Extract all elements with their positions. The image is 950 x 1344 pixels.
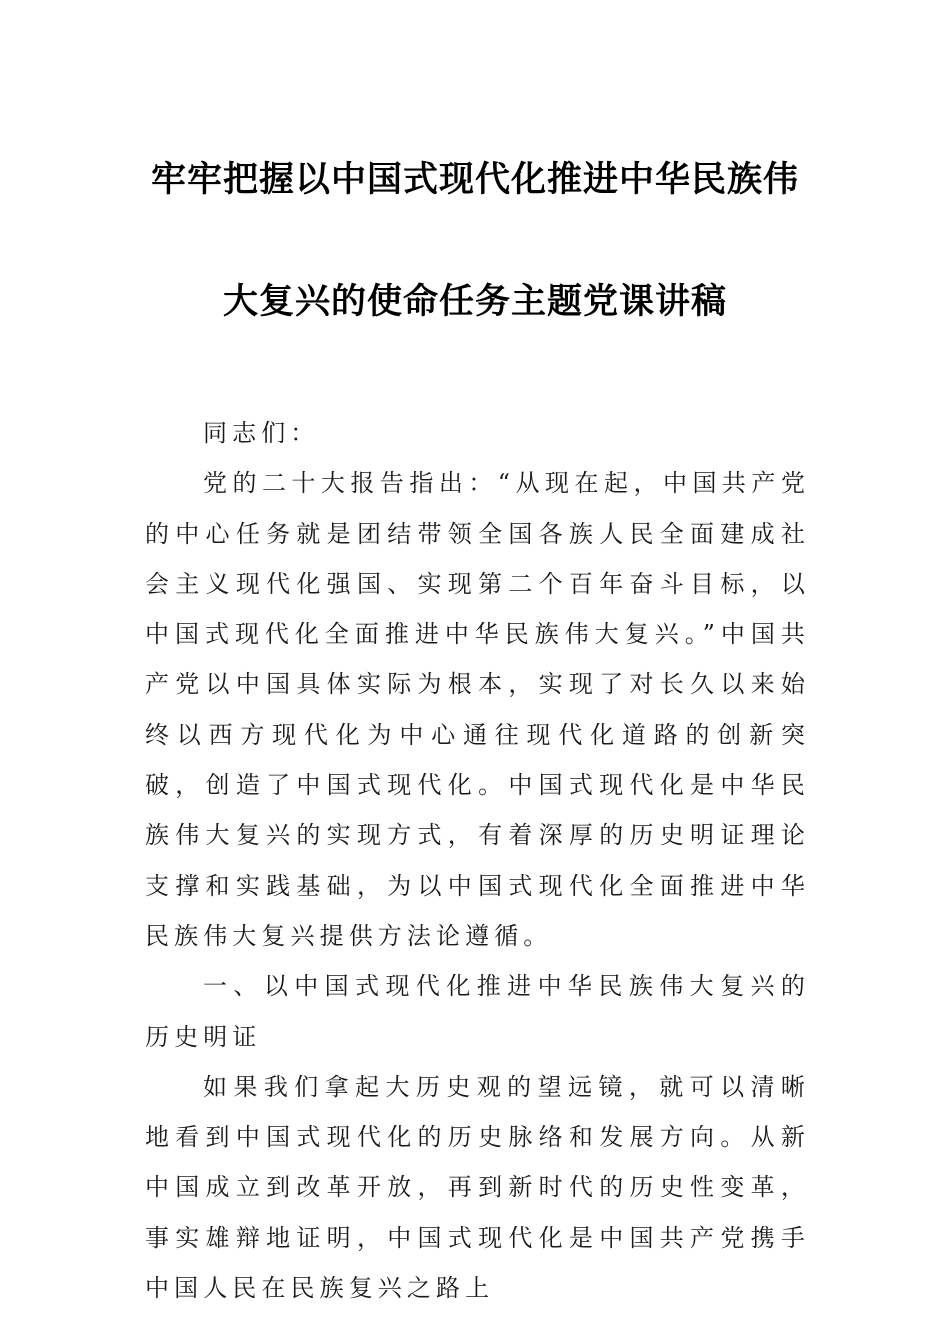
document-title-line-1: 牢牢把握以中国式现代化推进中华民族伟	[150, 160, 799, 200]
salutation: 同志们：	[203, 419, 320, 447]
paragraph-intro: 党的二十大报告指出：“从现在起，中国共产党的中心任务就是团结带领全国各族人民全面建成社会主义现代化强国、实现第二个百年奋斗目标，以中国式现代化全面推进中华民族伟大复兴。”中国共产党以中国具体实际为根本，实现了对长久以来始终以西方现代化为中心通往现代化道路的创新突破，创造了中国式现代化。中国式现代化是中华民族伟大复兴的实现方式，有着深厚的历史明证理论支撑和实践基础，为以中国式现代化全面推进中华民族伟大复兴提供方法论遵循。	[145, 469, 810, 950]
section-heading-1: 一、以中国式现代化推进中华民族伟大复兴的历史明证	[145, 972, 810, 1051]
document-title-line-2: 大复兴的使命任务主题党课讲稿	[222, 282, 727, 322]
document-body	[145, 408, 810, 1313]
paragraph-section-1: 如果我们拿起大历史观的望远镜，就可以清晰地看到中国式现代化的历史脉络和发展方向。从新中国成立到改革开放，再到新时代的历史性变革，事实雄辩地证明，中国式现代化是中国共产党携手中国人民在民族复兴之路上	[145, 1072, 810, 1303]
